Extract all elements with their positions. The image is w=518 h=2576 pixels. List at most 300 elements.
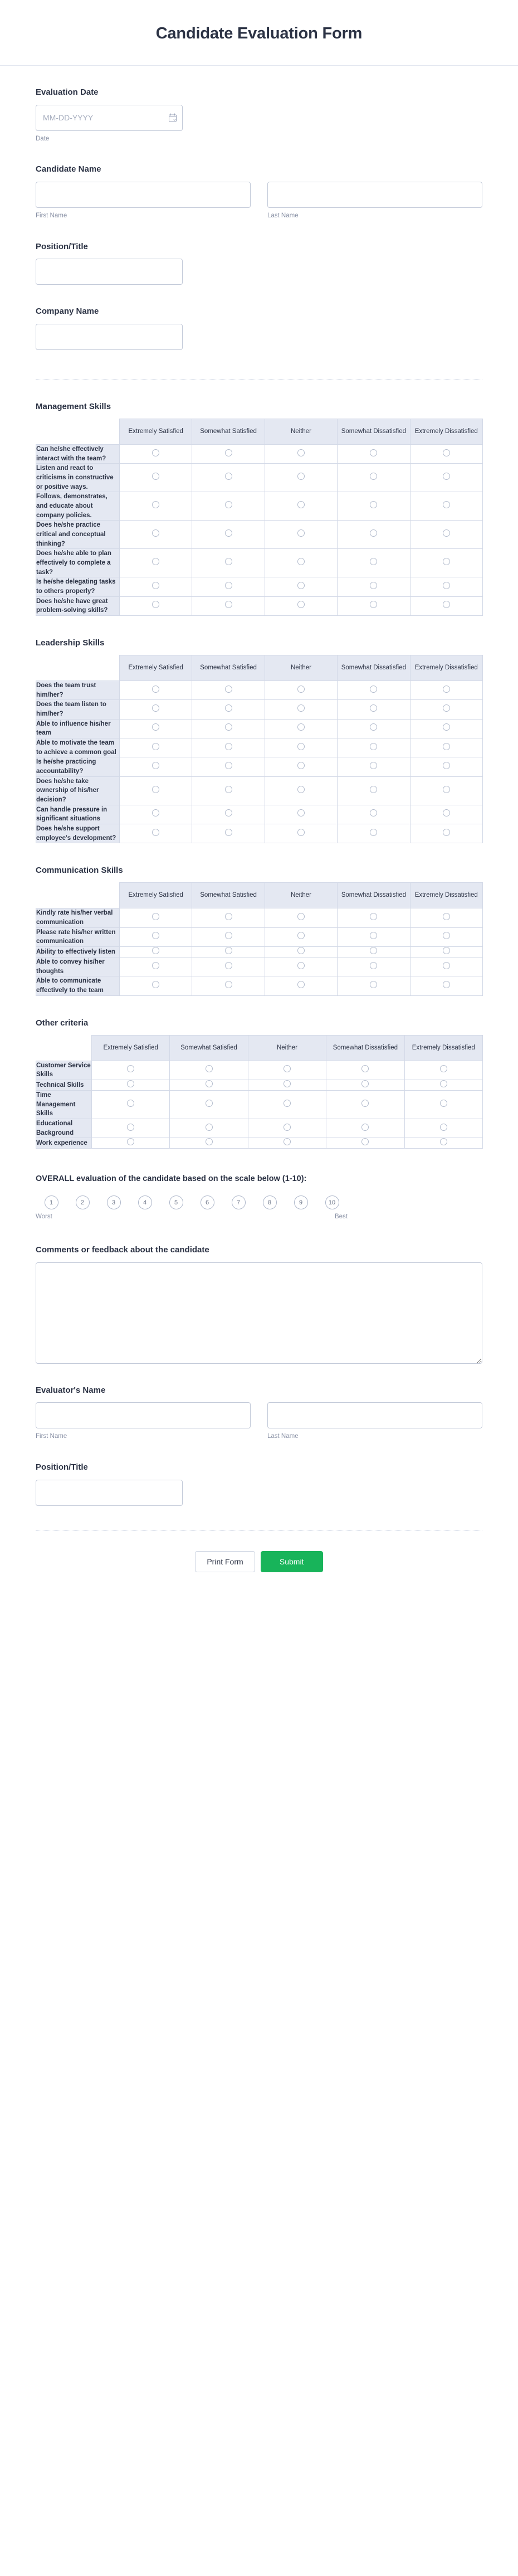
matrix-radio-cell[interactable]	[404, 1138, 482, 1149]
radio-button-icon[interactable]	[225, 686, 232, 693]
matrix-radio-cell[interactable]	[338, 824, 410, 843]
matrix-radio-cell[interactable]	[338, 700, 410, 719]
scale-option-circle[interactable]: 2	[76, 1195, 90, 1209]
radio-button-icon[interactable]	[443, 829, 450, 836]
matrix-radio-cell[interactable]	[265, 805, 337, 824]
matrix-radio-cell[interactable]	[192, 757, 265, 776]
radio-button-icon[interactable]	[225, 809, 232, 816]
matrix-radio-cell[interactable]	[338, 521, 410, 549]
radio-button-icon[interactable]	[225, 529, 232, 537]
matrix-radio-cell[interactable]	[120, 577, 192, 596]
matrix-radio-cell[interactable]	[192, 805, 265, 824]
radio-button-icon[interactable]	[370, 809, 377, 816]
matrix-row-label: Able to influence his/her team	[36, 719, 120, 738]
scale-option-circle[interactable]: 5	[169, 1195, 183, 1209]
radio-button-icon[interactable]	[297, 809, 305, 816]
matrix-radio-cell[interactable]	[410, 577, 482, 596]
radio-button-icon[interactable]	[370, 582, 377, 589]
matrix-row	[36, 738, 483, 757]
scale-option-circle[interactable]: 3	[107, 1195, 121, 1209]
radio-button-icon[interactable]	[225, 704, 232, 712]
matrix-radio-cell[interactable]	[192, 958, 265, 976]
radio-button-icon[interactable]	[127, 1124, 134, 1131]
radio-button-icon[interactable]	[225, 449, 232, 456]
matrix-radio-cell[interactable]	[410, 549, 482, 577]
scale-option-circle[interactable]: 4	[138, 1195, 152, 1209]
matrix-radio-cell[interactable]	[326, 1080, 404, 1091]
radio-button-icon[interactable]	[297, 829, 305, 836]
radio-button-icon[interactable]	[440, 1138, 447, 1145]
radio-button-icon[interactable]	[152, 686, 159, 693]
matrix-radio-cell[interactable]	[410, 927, 482, 946]
radio-button-icon[interactable]	[152, 913, 159, 920]
matrix-radio-cell[interactable]	[192, 976, 265, 995]
radio-button-icon[interactable]	[297, 473, 305, 480]
radio-button-icon[interactable]	[152, 473, 159, 480]
radio-button-icon[interactable]	[297, 449, 305, 456]
matrix-radio-cell[interactable]	[120, 927, 192, 946]
matrix-radio-cell[interactable]	[410, 757, 482, 776]
radio-button-icon[interactable]	[127, 1065, 134, 1072]
radio-button-icon[interactable]	[225, 743, 232, 750]
radio-button-icon[interactable]	[370, 529, 377, 537]
scale-option[interactable]	[98, 1195, 129, 1209]
radio-button-icon[interactable]	[361, 1124, 369, 1131]
radio-button-icon[interactable]	[297, 723, 305, 731]
matrix-radio-cell[interactable]	[410, 738, 482, 757]
matrix-radio-cell[interactable]	[410, 958, 482, 976]
matrix-radio-cell[interactable]	[410, 700, 482, 719]
radio-button-icon[interactable]	[206, 1124, 213, 1131]
matrix-radio-cell[interactable]	[120, 700, 192, 719]
candidate-last-name-input[interactable]	[267, 182, 482, 208]
matrix-radio-cell[interactable]	[265, 492, 337, 521]
radio-button-icon[interactable]	[370, 913, 377, 920]
matrix-radio-cell[interactable]	[326, 1061, 404, 1080]
scale-option-circle[interactable]: 8	[263, 1195, 277, 1209]
radio-button-icon[interactable]	[443, 981, 450, 988]
radio-button-icon[interactable]	[284, 1124, 291, 1131]
matrix-row	[36, 700, 483, 719]
matrix-row-label: Does he/she practice critical and conceptual thinking?	[36, 521, 120, 549]
matrix-radio-cell[interactable]	[410, 521, 482, 549]
matrix-radio-cell[interactable]	[410, 776, 482, 805]
matrix-radio-cell[interactable]	[192, 719, 265, 738]
matrix-radio-cell[interactable]	[410, 464, 482, 492]
scale-option[interactable]	[254, 1195, 285, 1209]
radio-button-icon[interactable]	[152, 704, 159, 712]
matrix-radio-cell[interactable]	[192, 464, 265, 492]
matrix-radio-cell[interactable]	[265, 927, 337, 946]
radio-button-icon[interactable]	[225, 947, 232, 954]
matrix-radio-cell[interactable]	[338, 577, 410, 596]
radio-button-icon[interactable]	[152, 981, 159, 988]
matrix-radio-cell[interactable]	[265, 444, 337, 463]
radio-button-icon[interactable]	[370, 704, 377, 712]
matrix-radio-cell[interactable]	[170, 1091, 248, 1119]
candidate-first-name-input[interactable]	[36, 182, 251, 208]
scale-option[interactable]	[285, 1195, 316, 1209]
matrix-radio-cell[interactable]	[326, 1138, 404, 1149]
matrix-column-header: Somewhat Satisfied	[170, 1035, 248, 1061]
radio-button-icon[interactable]	[152, 829, 159, 836]
radio-button-icon[interactable]	[152, 449, 159, 456]
radio-button-icon[interactable]	[443, 686, 450, 693]
evaluator-position-title-input[interactable]	[36, 1480, 183, 1506]
matrix-radio-cell[interactable]	[192, 521, 265, 549]
matrix-radio-cell[interactable]	[404, 1091, 482, 1119]
matrix-radio-cell[interactable]	[192, 444, 265, 463]
matrix-row-label: Does he/she have great problem-solving skills?	[36, 596, 120, 615]
radio-button-icon[interactable]	[443, 558, 450, 565]
matrix-radio-cell[interactable]	[410, 492, 482, 521]
radio-button-icon[interactable]	[443, 809, 450, 816]
rating-matrix-table	[36, 655, 483, 843]
radio-button-icon[interactable]	[370, 981, 377, 988]
radio-button-icon[interactable]	[370, 762, 377, 769]
submit-button[interactable]: Submit	[261, 1551, 323, 1572]
radio-button-icon[interactable]	[297, 582, 305, 589]
radio-button-icon[interactable]	[152, 762, 159, 769]
matrix-radio-cell[interactable]	[170, 1119, 248, 1138]
matrix-radio-cell[interactable]	[338, 927, 410, 946]
matrix-radio-cell[interactable]	[410, 805, 482, 824]
matrix-radio-cell[interactable]	[265, 908, 337, 927]
matrix-radio-cell[interactable]	[410, 908, 482, 927]
matrix-radio-cell[interactable]	[120, 444, 192, 463]
matrix-radio-cell[interactable]	[120, 947, 192, 958]
radio-button-icon[interactable]	[297, 501, 305, 508]
radio-button-icon[interactable]	[225, 913, 232, 920]
matrix-radio-cell[interactable]	[170, 1061, 248, 1080]
radio-button-icon[interactable]	[361, 1138, 369, 1145]
radio-button-icon[interactable]	[152, 529, 159, 537]
radio-button-icon[interactable]	[152, 723, 159, 731]
matrix-radio-cell[interactable]	[410, 976, 482, 995]
candidate-last-name-sublabel: Last Name	[267, 212, 299, 219]
matrix-radio-cell[interactable]	[338, 805, 410, 824]
matrix-radio-cell[interactable]	[170, 1138, 248, 1149]
matrix-radio-cell[interactable]	[338, 549, 410, 577]
radio-button-icon[interactable]	[152, 582, 159, 589]
matrix-radio-cell[interactable]	[265, 776, 337, 805]
scale-option-circle[interactable]: 9	[294, 1195, 308, 1209]
matrix-column-header: Somewhat Satisfied	[192, 883, 265, 908]
radio-button-icon[interactable]	[225, 558, 232, 565]
radio-button-icon[interactable]	[443, 743, 450, 750]
radio-button-icon[interactable]	[225, 582, 232, 589]
matrix-radio-cell[interactable]	[338, 719, 410, 738]
radio-button-icon[interactable]	[225, 786, 232, 793]
radio-button-icon[interactable]	[443, 473, 450, 480]
radio-button-icon[interactable]	[443, 601, 450, 608]
scale-option[interactable]	[316, 1195, 348, 1209]
radio-button-icon[interactable]	[370, 449, 377, 456]
radio-button-icon[interactable]	[225, 829, 232, 836]
radio-button-icon[interactable]	[152, 743, 159, 750]
matrix-radio-cell[interactable]	[338, 464, 410, 492]
matrix-radio-cell[interactable]	[120, 681, 192, 699]
matrix-radio-cell[interactable]	[338, 492, 410, 521]
matrix-radio-cell[interactable]	[120, 824, 192, 843]
radio-button-icon[interactable]	[370, 947, 377, 954]
matrix-radio-cell[interactable]	[404, 1080, 482, 1091]
radio-button-icon[interactable]	[440, 1080, 447, 1087]
matrix-radio-cell[interactable]	[338, 958, 410, 976]
radio-button-icon[interactable]	[370, 962, 377, 969]
matrix-radio-cell[interactable]	[92, 1138, 170, 1149]
matrix-radio-cell[interactable]	[265, 681, 337, 699]
scale-option[interactable]	[129, 1195, 160, 1209]
matrix-radio-cell[interactable]	[192, 549, 265, 577]
radio-button-icon[interactable]	[297, 786, 305, 793]
radio-button-icon[interactable]	[370, 829, 377, 836]
matrix-row	[36, 719, 483, 738]
scale-option[interactable]	[160, 1195, 192, 1209]
radio-button-icon[interactable]	[443, 932, 450, 939]
matrix-radio-cell[interactable]	[120, 521, 192, 549]
radio-button-icon[interactable]	[225, 601, 232, 608]
radio-button-icon[interactable]	[284, 1100, 291, 1107]
radio-button-icon[interactable]	[225, 501, 232, 508]
radio-button-icon[interactable]	[297, 558, 305, 565]
print-form-button[interactable]: Print Form	[195, 1551, 255, 1572]
matrix-radio-cell[interactable]	[120, 738, 192, 757]
radio-button-icon[interactable]	[152, 786, 159, 793]
radio-button-icon[interactable]	[152, 501, 159, 508]
matrix-radio-cell[interactable]	[192, 577, 265, 596]
evaluation-date-input[interactable]	[36, 105, 183, 131]
radio-button-icon[interactable]	[127, 1080, 134, 1087]
radio-button-icon[interactable]	[297, 686, 305, 693]
radio-button-icon[interactable]	[443, 529, 450, 537]
radio-button-icon[interactable]	[225, 473, 232, 480]
matrix-radio-cell[interactable]	[120, 596, 192, 615]
matrix-radio-cell[interactable]	[338, 947, 410, 958]
matrix-radio-cell[interactable]	[338, 757, 410, 776]
radio-button-icon[interactable]	[152, 601, 159, 608]
matrix-row	[36, 681, 483, 699]
matrix-radio-cell[interactable]	[92, 1080, 170, 1091]
matrix-radio-cell[interactable]	[248, 1138, 326, 1149]
matrix-radio-cell[interactable]	[338, 444, 410, 463]
scale-option[interactable]	[192, 1195, 223, 1209]
scale-option-circle[interactable]: 6	[201, 1195, 214, 1209]
scale-option[interactable]	[67, 1195, 98, 1209]
matrix-radio-cell[interactable]	[326, 1091, 404, 1119]
radio-button-icon[interactable]	[443, 762, 450, 769]
radio-button-icon[interactable]	[225, 723, 232, 731]
scale-option-circle[interactable]: 7	[232, 1195, 246, 1209]
matrix-radio-cell[interactable]	[120, 464, 192, 492]
radio-button-icon[interactable]	[297, 962, 305, 969]
radio-button-icon[interactable]	[297, 981, 305, 988]
radio-button-icon[interactable]	[370, 723, 377, 731]
radio-button-icon[interactable]	[225, 962, 232, 969]
matrix-radio-cell[interactable]	[92, 1091, 170, 1119]
radio-button-icon[interactable]	[443, 723, 450, 731]
matrix-radio-cell[interactable]	[338, 738, 410, 757]
radio-button-icon[interactable]	[297, 947, 305, 954]
scale-option-circle[interactable]: 10	[325, 1195, 339, 1209]
radio-button-icon[interactable]	[206, 1080, 213, 1087]
radio-button-icon[interactable]	[443, 704, 450, 712]
scale-option-circle[interactable]: 1	[45, 1195, 58, 1209]
matrix-radio-cell[interactable]	[192, 947, 265, 958]
matrix-corner-cell	[36, 419, 120, 444]
radio-button-icon[interactable]	[297, 601, 305, 608]
matrix-radio-cell[interactable]	[120, 549, 192, 577]
matrix-title: Other criteria	[36, 1018, 89, 1028]
radio-button-icon[interactable]	[152, 962, 159, 969]
radio-button-icon[interactable]	[206, 1100, 213, 1107]
radio-button-icon[interactable]	[370, 558, 377, 565]
overall-scale-end-labels	[36, 1213, 348, 1220]
radio-button-icon[interactable]	[152, 558, 159, 565]
matrix-radio-cell[interactable]	[192, 681, 265, 699]
matrix-radio-cell[interactable]	[404, 1061, 482, 1080]
radio-button-icon[interactable]	[440, 1124, 447, 1131]
matrix-radio-cell[interactable]	[192, 908, 265, 927]
matrix-radio-cell[interactable]	[92, 1119, 170, 1138]
matrix-radio-cell[interactable]	[192, 927, 265, 946]
matrix-radio-cell[interactable]	[248, 1091, 326, 1119]
radio-button-icon[interactable]	[297, 913, 305, 920]
matrix-radio-cell[interactable]	[338, 596, 410, 615]
matrix-radio-cell[interactable]	[120, 776, 192, 805]
matrix-radio-cell[interactable]	[120, 492, 192, 521]
matrix-radio-cell[interactable]	[410, 719, 482, 738]
matrix-row-label: Technical Skills	[36, 1080, 92, 1091]
matrix-radio-cell[interactable]	[265, 700, 337, 719]
radio-button-icon[interactable]	[225, 932, 232, 939]
matrix-radio-cell[interactable]	[265, 464, 337, 492]
matrix-radio-cell[interactable]	[192, 492, 265, 521]
matrix-radio-cell[interactable]	[170, 1080, 248, 1091]
matrix-radio-cell[interactable]	[120, 958, 192, 976]
radio-button-icon[interactable]	[443, 501, 450, 508]
rating-matrix-table	[36, 419, 483, 616]
scale-option[interactable]	[223, 1195, 254, 1209]
matrix-radio-cell[interactable]	[92, 1061, 170, 1080]
matrix-radio-cell[interactable]	[265, 719, 337, 738]
radio-button-icon[interactable]	[443, 913, 450, 920]
radio-button-icon[interactable]	[152, 932, 159, 939]
radio-button-icon[interactable]	[361, 1080, 369, 1087]
matrix-radio-cell[interactable]	[410, 444, 482, 463]
comments-textarea[interactable]	[36, 1262, 482, 1364]
matrix-radio-cell[interactable]	[248, 1061, 326, 1080]
radio-button-icon[interactable]	[152, 947, 159, 954]
radio-button-icon[interactable]	[284, 1080, 291, 1087]
matrix-radio-cell[interactable]	[120, 757, 192, 776]
matrix-radio-cell[interactable]	[338, 681, 410, 699]
evaluator-first-name-input[interactable]	[36, 1402, 251, 1428]
radio-button-icon[interactable]	[206, 1065, 213, 1072]
matrix-radio-cell[interactable]	[410, 596, 482, 615]
matrix-radio-cell[interactable]	[192, 700, 265, 719]
matrix-radio-cell[interactable]	[265, 976, 337, 995]
radio-button-icon[interactable]	[297, 529, 305, 537]
radio-button-icon[interactable]	[127, 1100, 134, 1107]
matrix-radio-cell[interactable]	[338, 976, 410, 995]
evaluator-last-name-input[interactable]	[267, 1402, 482, 1428]
radio-button-icon[interactable]	[370, 786, 377, 793]
matrix-radio-cell[interactable]	[338, 908, 410, 927]
matrix-radio-cell[interactable]	[192, 738, 265, 757]
radio-button-icon[interactable]	[284, 1138, 291, 1145]
radio-button-icon[interactable]	[370, 743, 377, 750]
matrix-radio-cell[interactable]	[265, 824, 337, 843]
radio-button-icon[interactable]	[370, 932, 377, 939]
radio-button-icon[interactable]	[225, 981, 232, 988]
radio-button-icon[interactable]	[225, 762, 232, 769]
matrix-radio-cell[interactable]	[248, 1119, 326, 1138]
matrix-radio-cell[interactable]	[265, 757, 337, 776]
radio-button-icon[interactable]	[361, 1100, 369, 1107]
radio-button-icon[interactable]	[361, 1065, 369, 1072]
scale-option[interactable]	[36, 1195, 67, 1209]
radio-button-icon[interactable]	[370, 686, 377, 693]
radio-button-icon[interactable]	[370, 501, 377, 508]
matrix-radio-cell[interactable]	[248, 1080, 326, 1091]
matrix-radio-cell[interactable]	[410, 681, 482, 699]
matrix-radio-cell[interactable]	[404, 1119, 482, 1138]
matrix-radio-cell[interactable]	[338, 776, 410, 805]
matrix-radio-cell[interactable]	[265, 947, 337, 958]
radio-button-icon[interactable]	[206, 1138, 213, 1145]
radio-button-icon[interactable]	[443, 947, 450, 954]
matrix-radio-cell[interactable]	[265, 596, 337, 615]
radio-button-icon[interactable]	[443, 449, 450, 456]
matrix-radio-cell[interactable]	[265, 521, 337, 549]
matrix-radio-cell[interactable]	[192, 776, 265, 805]
matrix-radio-cell[interactable]	[265, 549, 337, 577]
scale-worst-label: Worst	[36, 1213, 52, 1221]
radio-button-icon[interactable]	[370, 601, 377, 608]
radio-button-icon[interactable]	[152, 809, 159, 816]
radio-button-icon[interactable]	[284, 1065, 291, 1072]
matrix-radio-cell[interactable]	[410, 947, 482, 958]
radio-button-icon[interactable]	[443, 786, 450, 793]
radio-button-icon[interactable]	[443, 962, 450, 969]
matrix-radio-cell[interactable]	[120, 719, 192, 738]
radio-button-icon[interactable]	[297, 762, 305, 769]
radio-button-icon[interactable]	[440, 1065, 447, 1072]
page-title: Candidate Evaluation Form	[155, 25, 363, 42]
matrix-radio-cell[interactable]	[265, 738, 337, 757]
matrix-radio-cell[interactable]	[120, 976, 192, 995]
matrix-radio-cell[interactable]	[265, 577, 337, 596]
radio-button-icon[interactable]	[440, 1100, 447, 1107]
radio-button-icon[interactable]	[297, 743, 305, 750]
matrix-radio-cell[interactable]	[192, 824, 265, 843]
radio-button-icon[interactable]	[370, 473, 377, 480]
matrix-row	[36, 596, 483, 615]
radio-button-icon[interactable]	[443, 582, 450, 589]
matrix-radio-cell[interactable]	[192, 596, 265, 615]
radio-button-icon[interactable]	[127, 1138, 134, 1145]
position-title-input[interactable]	[36, 259, 183, 285]
matrix-radio-cell[interactable]	[120, 908, 192, 927]
radio-button-icon[interactable]	[297, 704, 305, 712]
matrix-radio-cell[interactable]	[410, 824, 482, 843]
matrix-radio-cell[interactable]	[326, 1119, 404, 1138]
matrix-radio-cell[interactable]	[265, 958, 337, 976]
radio-button-icon[interactable]	[297, 932, 305, 939]
company-name-input[interactable]	[36, 324, 183, 350]
matrix-radio-cell[interactable]	[120, 805, 192, 824]
